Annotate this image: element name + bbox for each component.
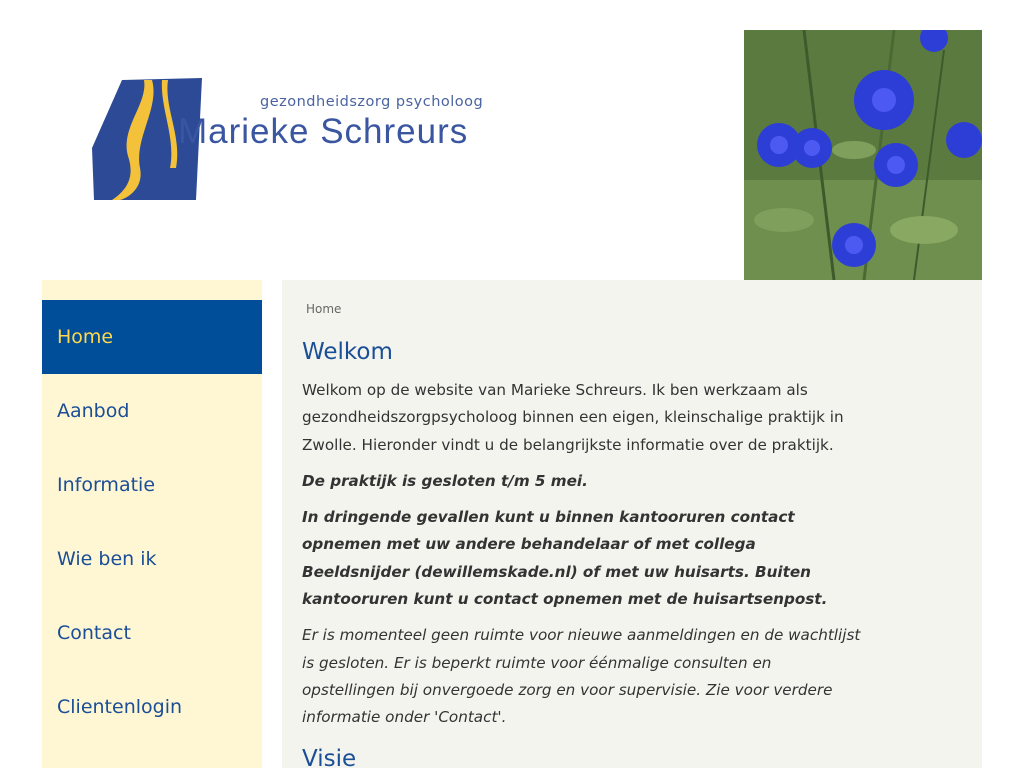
- nav-item-label: Clientenlogin: [57, 696, 183, 718]
- nav-item-home[interactable]: [42, 300, 262, 374]
- page-title: Welkom: [302, 339, 393, 365]
- nav-item-label: Aanbod: [57, 400, 130, 422]
- main-content: [282, 280, 982, 768]
- nav-item-label: Home: [57, 326, 114, 348]
- nav-item-label: Wie ben ik: [57, 548, 157, 570]
- closed-notice: De praktijk is gesloten t/m 5 mei.: [302, 471, 588, 490]
- nav-item-contact[interactable]: [42, 596, 262, 670]
- waitlist-notice: Er is momenteel geen ruimte voor nieuwe aanmeldingen en de wachtlijst is gesloten. Er is beperkt ruimte voor éénmalige consulten en opstellingen bij onvergoede zorg en voor supervisie. Zie voor verdere informatie onder 'Contact'.: [302, 626, 861, 727]
- section-title-visie: Visie: [302, 745, 357, 768]
- nav-item-wie-ben-ik[interactable]: [42, 522, 262, 596]
- nav-item-informatie[interactable]: [42, 448, 262, 522]
- breadcrumb[interactable]: [306, 302, 962, 316]
- nav-item-aanbod[interactable]: [42, 374, 262, 448]
- nav-item-clientenlogin[interactable]: [42, 670, 262, 744]
- site-logo[interactable]: [90, 78, 490, 208]
- breadcrumb-home-link[interactable]: Home: [306, 302, 342, 316]
- logo-subtitle: gezondheidszorg psycholoog: [260, 94, 484, 110]
- nav-item-label: Contact: [57, 622, 131, 644]
- logo-name: Marieke Schreurs: [178, 112, 469, 151]
- nav-item-label: Informatie: [57, 474, 156, 496]
- urgent-contact-notice: In dringende gevallen kunt u binnen kantooruren contact opnemen met uw andere behandelaar of met collega Beeldsnijder (dewillemskade.nl) of met uw huisarts. Buiten kantooruren kunt u contact opnemen met de huisartsenpost.: [302, 508, 828, 609]
- header-flower-photo: [744, 30, 982, 280]
- sidebar: [42, 280, 262, 768]
- intro-paragraph: Welkom op de website van Marieke Schreurs. Ik ben werkzaam als gezondheidszorgpsycholoog binnen een eigen, kleinschalige praktijk in Zwolle. Hieronder vindt u de belangrijkste informatie over de praktijk.: [302, 381, 844, 454]
- main-nav: [42, 300, 262, 744]
